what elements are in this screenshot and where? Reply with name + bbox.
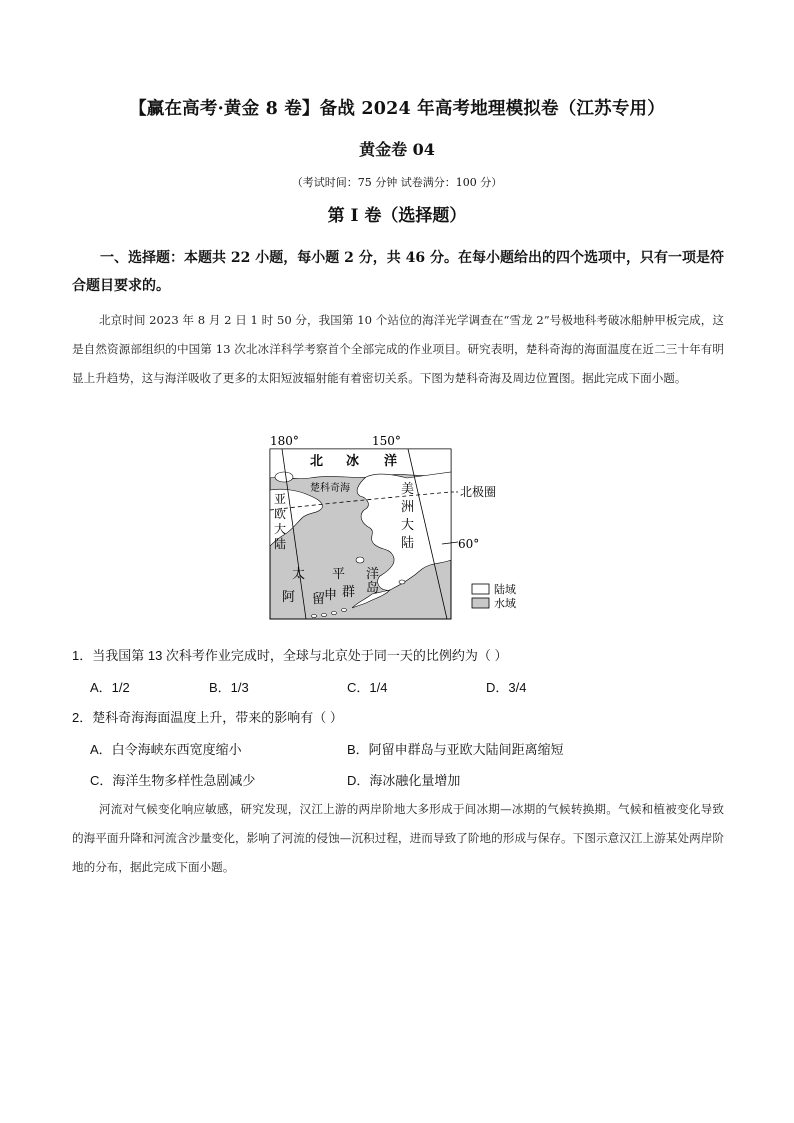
question-1-option-c[interactable]: C．1/4 [347, 680, 388, 695]
map-island [399, 580, 405, 584]
label-arctic-2: 冰 [346, 454, 360, 469]
question-1-option-b[interactable]: B．1/3 [209, 680, 249, 695]
question-1-option-d[interactable]: D．3/4 [486, 680, 527, 695]
exam-subtitle: 黄金卷 04 [359, 140, 435, 159]
question-2-option-c[interactable]: C．海洋生物多样性急剧减少 [90, 773, 256, 788]
map-island [342, 609, 347, 612]
legend-water-label: 水域 [494, 597, 516, 610]
label-america-4: 陆 [401, 536, 415, 551]
legend-water-swatch [472, 598, 489, 608]
question-2-option-d[interactable]: D．海冰融化量增加 [347, 773, 461, 788]
question-2-stem: 2．楚科奇海海面温度上升，带来的影响有（ ） [72, 710, 343, 725]
label-lon-180: 180° [270, 434, 299, 448]
label-eurasia-1: 亚 [274, 492, 287, 506]
label-eurasia-3: 大 [274, 522, 287, 536]
map-island [356, 557, 364, 563]
exam-note: （考试时间：75 分钟 试卷满分：100 分） [291, 176, 503, 189]
label-arctic-3: 洋 [384, 454, 398, 469]
question-1-option-a[interactable]: A．1/2 [90, 680, 130, 695]
legend-land-label: 陆域 [494, 583, 516, 596]
label-aleutian-4: 群 [342, 585, 356, 600]
label-aleutian-2: 留 [312, 592, 326, 607]
chukchi-sea-map [262, 432, 537, 622]
label-lat-60: 60° [458, 537, 480, 551]
section-title: 第 I 卷（选择题） [327, 206, 467, 226]
label-lon-150: 150° [372, 434, 401, 448]
label-arctic-1: 北 [310, 454, 324, 469]
question-1-stem: 1．当我国第 13 次科考作业完成时，全球与北京处于同一天的比例约为（ ） [72, 648, 508, 663]
map-wrangel-island [275, 472, 293, 482]
map-arctic-band [270, 449, 451, 479]
section-instructions: 一、选择题：本题共 22 小题，每小题 2 分，共 46 分。在每小题给出的四个选项中，只有一项是符合题目要求的。 [72, 250, 724, 294]
legend-land-swatch [472, 584, 489, 594]
label-pacific-3: 洋 [366, 567, 380, 582]
passage-2: 河流对气候变化响应敏感，研究发现，汉江上游的两岸阶地大多形成于间冰期—冰期的气候转换期。气候和植被变化导致的海平面升降和河流含沙量变化，影响了河流的侵蚀—沉积过程，进而导致了阶地的形成与保存。下图示意汉江上游某处两岸阶地的分布，据此完成下面小题。 [72, 802, 724, 874]
label-chukchi-sea: 楚科奇海 [310, 483, 350, 494]
label-aleutian-3: 申 [324, 588, 338, 603]
label-eurasia-2: 欧 [274, 507, 287, 521]
label-pacific-2: 平 [332, 567, 346, 582]
label-arctic-circle: 北极圈 [460, 485, 497, 499]
map-island [312, 615, 317, 618]
exam-title: 【赢在高考·黄金 8 卷】备战 2024 年高考地理模拟卷（江苏专用） [129, 99, 665, 119]
question-2-option-b[interactable]: B．阿留申群岛与亚欧大陆间距离缩短 [347, 742, 564, 757]
label-eurasia-4: 陆 [274, 537, 287, 551]
question-2-option-a[interactable]: A．白令海峡东西宽度缩小 [90, 742, 242, 757]
passage-1: 北京时间 2023 年 8 月 2 日 1 时 50 分，我国第 10 个站位的海洋光学调查在“雪龙 2”号极地科考破冰船舯甲板完成，这是自然资源部组织的中国第 13 次北冰洋科学考察首个全部完成的作业项目。研究表明，楚科奇海的海面温度在近二三十年有明显上升趋势，这与海洋吸收了更多的太阳短波辐射能有着密切关系。下图为楚科奇海及周边位置图。据此完成下面小题。 [72, 313, 724, 385]
label-aleutian-1: 阿 [282, 590, 296, 605]
map-island [322, 614, 327, 617]
map-island [332, 612, 337, 615]
label-america-1: 美 [401, 482, 415, 497]
label-pacific-1: 太 [292, 567, 306, 582]
label-aleutian-5: 岛 [366, 581, 380, 596]
label-america-2: 洲 [401, 500, 415, 515]
label-america-3: 大 [401, 518, 415, 533]
